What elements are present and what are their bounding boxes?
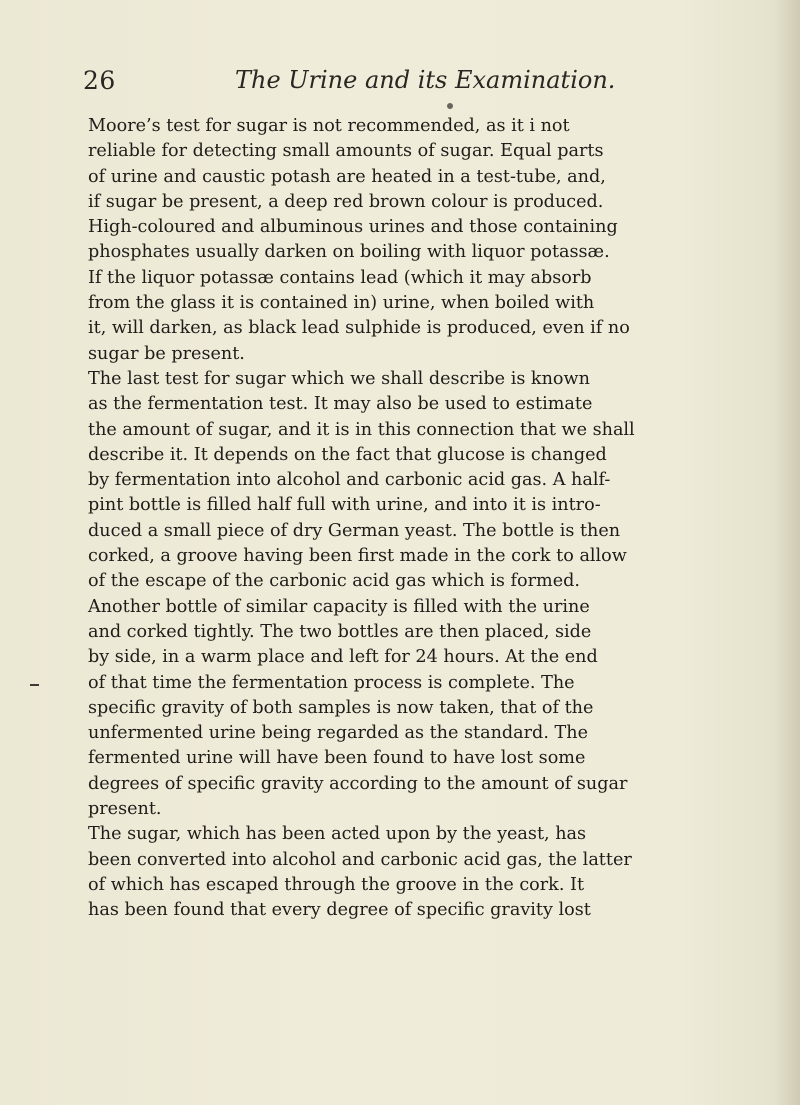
text-line: phosphates usually darken on boiling with liquor potassæ.	[88, 242, 610, 263]
text-line: the amount of sugar, and it is in this connection that we shall	[88, 419, 635, 440]
text-line: corked, a groove having been first made in the cork to allow	[88, 546, 627, 567]
page-number: 26	[83, 66, 116, 95]
text-line: of urine and caustic potash are heated in a test-tube, and,	[88, 166, 606, 187]
text-line: Moore’s test for sugar is not recommended, as it i not	[88, 116, 570, 136]
text-line: and corked tightly. The two bottles are then placed, side	[88, 621, 592, 642]
running-title: The Urine and its Examination.	[235, 66, 616, 94]
text-line: of which has escaped through the groove in the cork. It	[88, 874, 585, 895]
text-line: it, will darken, as black lead sulphide is produced, even if no	[88, 318, 630, 339]
text-line: describe it. It depends on the fact that glucose is changed	[88, 444, 607, 465]
text-line: from the glass it is contained in) urine, when boiled with	[88, 293, 595, 314]
text-line: as the fermentation test. It may also be used to estimate	[88, 394, 593, 415]
text-line: if sugar be present, a deep red brown colour is produced.	[88, 191, 604, 212]
text-line: sugar be present.	[88, 343, 245, 364]
text-line: High-coloured and albuminous urines and those containing	[88, 217, 618, 238]
text-line: degrees of specific gravity according to the amount of sugar	[88, 773, 628, 794]
text-line: has been found that every degree of specific gravity lost	[88, 900, 591, 921]
text-line: If the liquor potassæ contains lead (which it may absorb	[88, 267, 592, 288]
text-line: reliable for detecting small amounts of sugar. Equal parts	[88, 141, 604, 162]
text-line: duced a small piece of dry German yeast. The bottle is then	[88, 520, 621, 541]
text-line: specific gravity of both samples is now taken, that of the	[88, 697, 594, 718]
ink-speck	[447, 103, 453, 109]
text-line: of the escape of the carbonic acid gas which is formed.	[88, 571, 580, 592]
text-line: fermented urine will have been found to have lost some	[88, 748, 586, 769]
text-line: pint bottle is filled half full with urine, and into it is intro-	[88, 495, 601, 516]
text-line: The sugar, which has been acted upon by the yeast, has	[88, 824, 587, 845]
text-line: by side, in a warm place and left for 24 hours. At the end	[88, 647, 598, 668]
text-line: present.	[88, 799, 162, 820]
body-text	[88, 114, 724, 924]
text-line: unfermented urine being regarded as the standard. The	[88, 723, 588, 744]
text-line: Another bottle of similar capacity is filled with the urine	[88, 596, 590, 617]
text-line: The last test for sugar which we shall describe is known	[88, 368, 590, 389]
text-line: by fermentation into alcohol and carbonic acid gas. A half-	[88, 470, 611, 491]
text-line: been converted into alcohol and carbonic acid gas, the latter	[88, 849, 632, 870]
margin-mark	[30, 684, 39, 686]
page-edge-shadow	[774, 0, 800, 1105]
page-header	[83, 66, 616, 102]
text-line: of that time the fermentation process is complete. The	[88, 672, 575, 693]
